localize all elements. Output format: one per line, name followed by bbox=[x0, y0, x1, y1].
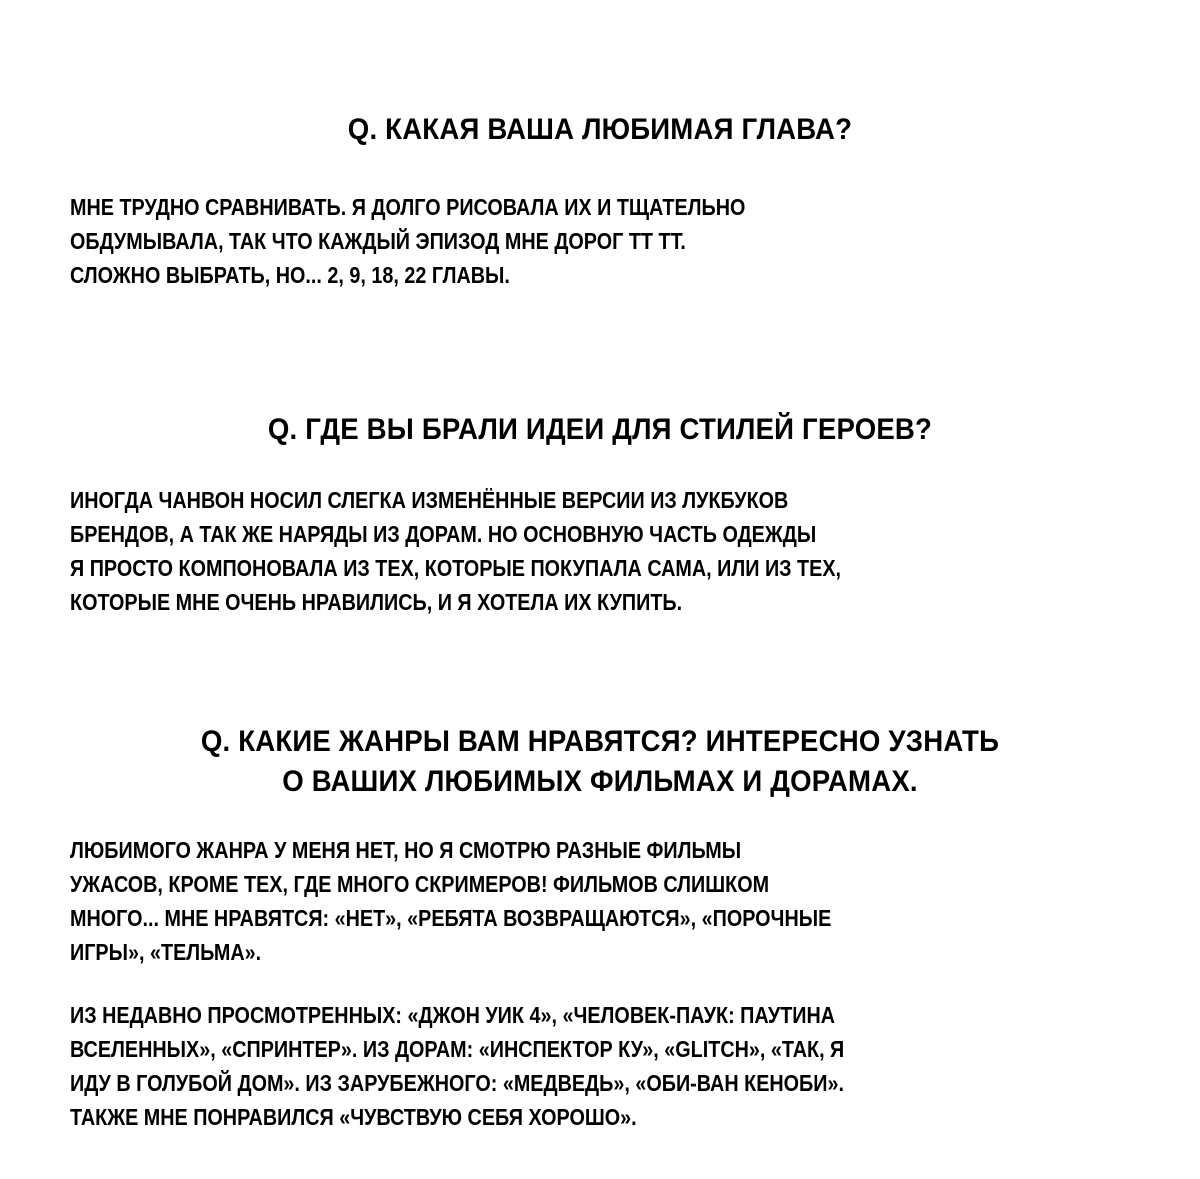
question-3-line: Q. КАКИЕ ЖАНРЫ ВАМ НРАВЯТСЯ? ИНТЕРЕСНО УЗНАТЬ bbox=[200, 725, 1000, 758]
answer-line: ВСЕЛЕННЫХ», «СПРИНТЕР». ИЗ ДОРАМ: «ИНСПЕКТОР КУ», «GLITCH», «ТАК, Я bbox=[70, 1036, 845, 1062]
answer-3-paragraph-2 bbox=[70, 998, 1150, 1134]
answer-line: ЛЮБИМОГО ЖАНРА У МЕНЯ НЕТ, НО Я СМОТРЮ РАЗНЫЕ ФИЛЬМЫ bbox=[70, 837, 742, 863]
answer-line: СЛОЖНО ВЫБРАТЬ, НО... 2, 9, 18, 22 ГЛАВЫ. bbox=[70, 262, 510, 288]
answer-1-paragraph bbox=[70, 190, 1150, 292]
answer-line: УЖАСОВ, КРОМЕ ТЕХ, ГДЕ МНОГО СКРИМЕРОВ! ФИЛЬМОВ СЛИШКОМ bbox=[70, 871, 770, 897]
question-1-line: Q. КАКАЯ ВАША ЛЮБИМАЯ ГЛАВА? bbox=[347, 113, 853, 146]
question-3-heading bbox=[48, 722, 1152, 802]
question-2-line: Q. ГДЕ ВЫ БРАЛИ ИДЕИ ДЛЯ СТИЛЕЙ ГЕРОЕВ? bbox=[267, 413, 933, 446]
answer-line: МНОГО... МНЕ НРАВЯТСЯ: «НЕТ», «РЕБЯТА ВОЗВРАЩАЮТСЯ», «ПОРОЧНЫЕ bbox=[70, 905, 832, 931]
answer-line: МНЕ ТРУДНО СРАВНИВАТЬ. Я ДОЛГО РИСОВАЛА ИХ И ТЩАТЕЛЬНО bbox=[70, 194, 746, 220]
question-1-heading bbox=[48, 110, 1152, 150]
answer-line: БРЕНДОВ, А ТАК ЖЕ НАРЯДЫ ИЗ ДОРАМ. НО ОСНОВНУЮ ЧАСТЬ ОДЕЖДЫ bbox=[70, 521, 817, 547]
answer-line: КОТОРЫЕ МНЕ ОЧЕНЬ НРАВИЛИСЬ, И Я ХОТЕЛА ИХ КУПИТЬ. bbox=[70, 589, 683, 615]
answer-2-paragraph bbox=[70, 483, 1150, 619]
answer-line: ИГРЫ», «ТЕЛЬМА». bbox=[70, 939, 262, 965]
answer-line: ИНОГДА ЧАНВОН НОСИЛ СЛЕГКА ИЗМЕНЁННЫЕ ВЕРСИИ ИЗ ЛУКБУКОВ bbox=[70, 487, 789, 513]
answer-line: ИДУ В ГОЛУБОЙ ДОМ». ИЗ ЗАРУБЕЖНОГО: «МЕДВЕДЬ», «ОБИ-ВАН КЕНОБИ». bbox=[70, 1070, 844, 1096]
answer-3-paragraph-1 bbox=[70, 833, 1150, 969]
answer-line: ИЗ НЕДАВНО ПРОСМОТРЕННЫХ: «ДЖОН УИК 4», «ЧЕЛОВЕК-ПАУК: ПАУТИНА bbox=[70, 1002, 836, 1028]
question-2-heading bbox=[48, 410, 1152, 450]
answer-line: Я ПРОСТО КОМПОНОВАЛА ИЗ ТЕХ, КОТОРЫЕ ПОКУПАЛА САМА, ИЛИ ИЗ ТЕХ, bbox=[70, 555, 842, 581]
answer-line: ТАКЖЕ МНЕ ПОНРАВИЛСЯ «ЧУВСТВУЮ СЕБЯ ХОРОШО». bbox=[70, 1104, 637, 1130]
question-3-line: О ВАШИХ ЛЮБИМЫХ ФИЛЬМАХ И ДОРАМАХ. bbox=[282, 765, 918, 798]
answer-line: ОБДУМЫВАЛА, ТАК ЧТО КАЖДЫЙ ЭПИЗОД МНЕ ДОРОГ ТТ ТТ. bbox=[70, 228, 686, 254]
